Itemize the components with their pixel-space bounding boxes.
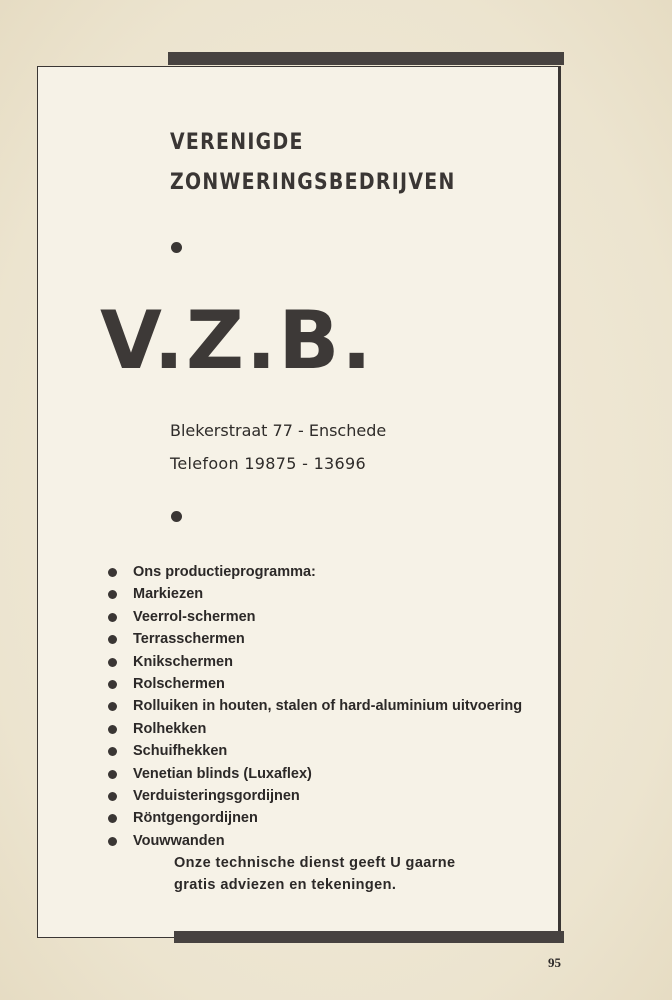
separator-dot bbox=[171, 242, 182, 253]
bullet-icon bbox=[108, 658, 117, 667]
product-list bbox=[105, 561, 522, 852]
service-note-line1: Onze technische dienst geeft U gaarne bbox=[174, 855, 456, 871]
list-item-label: Rolluiken in houten, stalen of hard-aluminium uitvoering bbox=[133, 698, 523, 715]
bottom-decorative-bar bbox=[174, 931, 564, 943]
list-item bbox=[105, 561, 522, 583]
company-address: Blekerstraat 77 - Enschede bbox=[170, 421, 387, 440]
list-item bbox=[105, 718, 522, 740]
bullet-icon bbox=[108, 837, 117, 846]
bullet-icon bbox=[108, 747, 117, 756]
list-item-label: Ons productieprogramma: bbox=[133, 564, 316, 580]
list-item-label: Verduisteringsgordijnen bbox=[133, 787, 300, 804]
list-item bbox=[105, 651, 522, 673]
bullet-icon bbox=[108, 702, 117, 711]
top-decorative-bar bbox=[168, 52, 564, 65]
list-item bbox=[105, 830, 522, 852]
list-item bbox=[105, 583, 522, 605]
bullet-icon bbox=[108, 770, 117, 779]
list-item-label: Röntgengordijnen bbox=[133, 810, 258, 827]
list-item bbox=[105, 763, 522, 785]
company-logo: V.Z.B. bbox=[100, 294, 374, 387]
bullet-icon bbox=[108, 613, 117, 622]
list-item bbox=[105, 785, 522, 807]
list-item-label: Rolschermen bbox=[133, 675, 225, 692]
bullet-icon bbox=[108, 590, 117, 599]
bullet-icon bbox=[108, 725, 117, 734]
list-item-label: Rolhekken bbox=[133, 720, 207, 737]
list-item-label: Terrasschermen bbox=[133, 631, 245, 648]
bullet-icon bbox=[108, 792, 117, 801]
page-number: 95 bbox=[548, 955, 561, 970]
list-item-label: Vouwwanden bbox=[133, 832, 225, 849]
list-item bbox=[105, 673, 522, 695]
bullet-icon bbox=[108, 568, 117, 577]
separator-dot bbox=[171, 511, 182, 522]
bullet-icon bbox=[108, 680, 117, 689]
bullet-icon bbox=[108, 814, 117, 823]
list-item-label: Venetian blinds (Luxaflex) bbox=[133, 765, 312, 782]
company-phone: Telefoon 19875 - 13696 bbox=[170, 454, 366, 473]
list-item-label: Schuifhekken bbox=[133, 743, 228, 760]
list-item bbox=[105, 628, 522, 650]
list-item bbox=[105, 807, 522, 829]
list-item bbox=[105, 695, 522, 717]
company-name-line2: ZONWERINGSBEDRIJVEN bbox=[170, 170, 456, 195]
company-name-line1: VERENIGDE bbox=[170, 130, 304, 155]
list-item-label: Veerrol-schermen bbox=[133, 608, 256, 625]
list-item-label: Markiezen bbox=[133, 586, 204, 603]
list-item bbox=[105, 740, 522, 762]
bullet-icon bbox=[108, 635, 117, 644]
list-item bbox=[105, 606, 522, 628]
list-item-label: Knikschermen bbox=[133, 653, 233, 670]
service-note-line2: gratis adviezen en tekeningen. bbox=[174, 877, 397, 893]
